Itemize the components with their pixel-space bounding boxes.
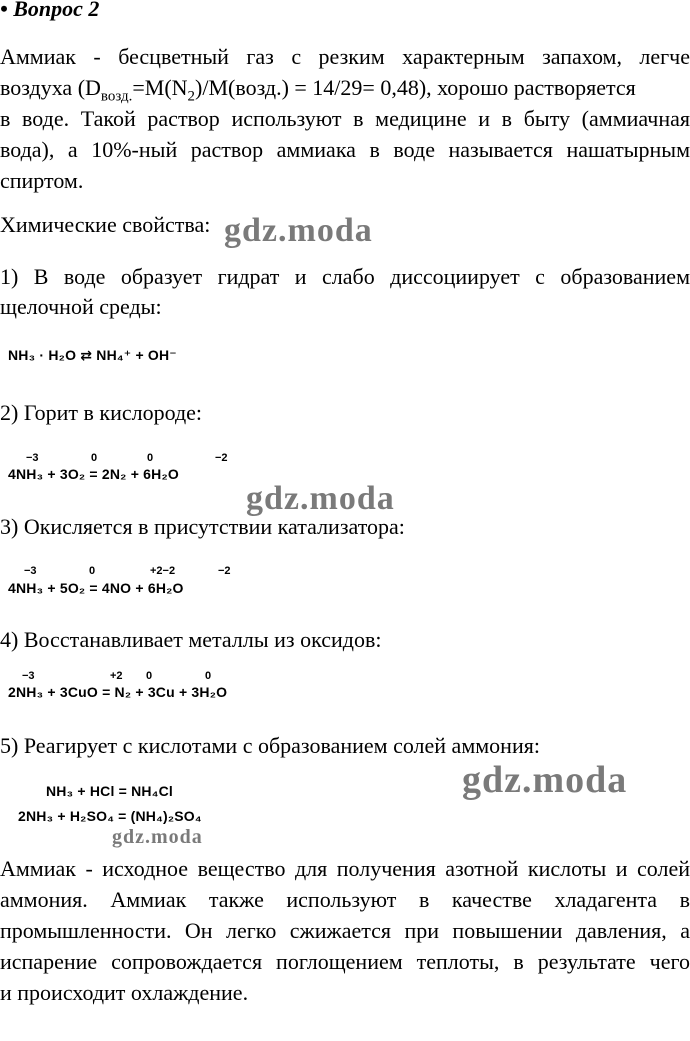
question-heading: • Вопрос 2 — [0, 0, 100, 21]
watermark: gdz.moda — [112, 826, 203, 848]
equation-1: NH₃ · H₂O ⇄ NH₄⁺ + OH⁻ — [8, 347, 177, 363]
outro-line-1: Аммиак - исходное вещество для получения азотной кислоты и солей — [0, 856, 690, 881]
outro-line-2: аммония. Аммиак также используют в качестве хладагента в — [0, 887, 690, 912]
chem-props-label: Химические свойства: — [0, 212, 211, 237]
item-5-label: 5) Реагирует с кислотами с образованием солей аммония: — [0, 733, 540, 758]
equation-4: 2NH₃ + 3CuO = N₂ + 3Cu + 3H₂O — [8, 684, 228, 700]
ox-state: 0 — [146, 670, 153, 682]
watermark: gdz.moda — [462, 759, 628, 801]
intro-line-3: в воде. Такой раствор используют в медицине и в быту (аммиачная — [0, 106, 690, 131]
intro-line-4: вода), а 10%-ный раствор аммиака в воде называется нашатырным — [0, 137, 690, 162]
ox-state: 0 — [91, 452, 98, 464]
ox-state: −3 — [26, 452, 39, 464]
equation-5b: 2NH₃ + H₂SO₄ = (NH₄)₂SO₄ — [18, 808, 202, 824]
item-4-label: 4) Восстанавливает металлы из оксидов: — [0, 627, 382, 652]
intro-line-1: Аммиак - бесцветный газ с резким характерным запахом, легче — [0, 44, 690, 69]
equation-5a: NH₃ + HCl = NH₄Cl — [46, 783, 174, 799]
ox-state: 0 — [205, 670, 212, 682]
outro-line-3: промышленности. Он легко сжижается при повышении давления, а — [0, 918, 690, 943]
watermark: gdz.moda — [246, 480, 395, 517]
intro-line-2: воздуха $(D_{возд.}=M(N_2)/M(возд.) = 14/29= 0,48)$, хорошо растворяется — [0, 75, 636, 105]
outro-line-5: и происходит охлаждение. — [0, 980, 249, 1005]
item-1-line-1: 1) В воде образует гидрат и слабо диссоциирует с образованием — [0, 264, 690, 289]
ox-state: −3 — [24, 565, 37, 577]
ox-state: 0 — [89, 565, 96, 577]
item-1-line-2: щелочной среды: — [0, 294, 162, 319]
intro-line-5: спиртом. — [0, 168, 84, 193]
equation-3: 4NH₃ + 5O₂ = 4NO + 6H₂O — [8, 580, 184, 596]
ox-state: −2 — [218, 565, 231, 577]
equation-2: 4NH₃ + 3O₂ = 2N₂ + 6H₂O — [8, 466, 179, 482]
ox-state: +2 — [110, 670, 123, 682]
item-2-label: 2) Горит в кислороде: — [0, 400, 203, 425]
ox-state: −2 — [215, 452, 228, 464]
item-3-label: 3) Окисляется в присутствии катализатора: — [0, 514, 405, 539]
ox-state: +2−2 — [150, 565, 176, 577]
ox-state: −3 — [22, 670, 35, 682]
ox-state: 0 — [147, 452, 154, 464]
outro-line-4: испарение сопровождается поглощением теплоты, в результате чего — [0, 949, 690, 974]
watermark: gdz.moda — [224, 212, 373, 249]
